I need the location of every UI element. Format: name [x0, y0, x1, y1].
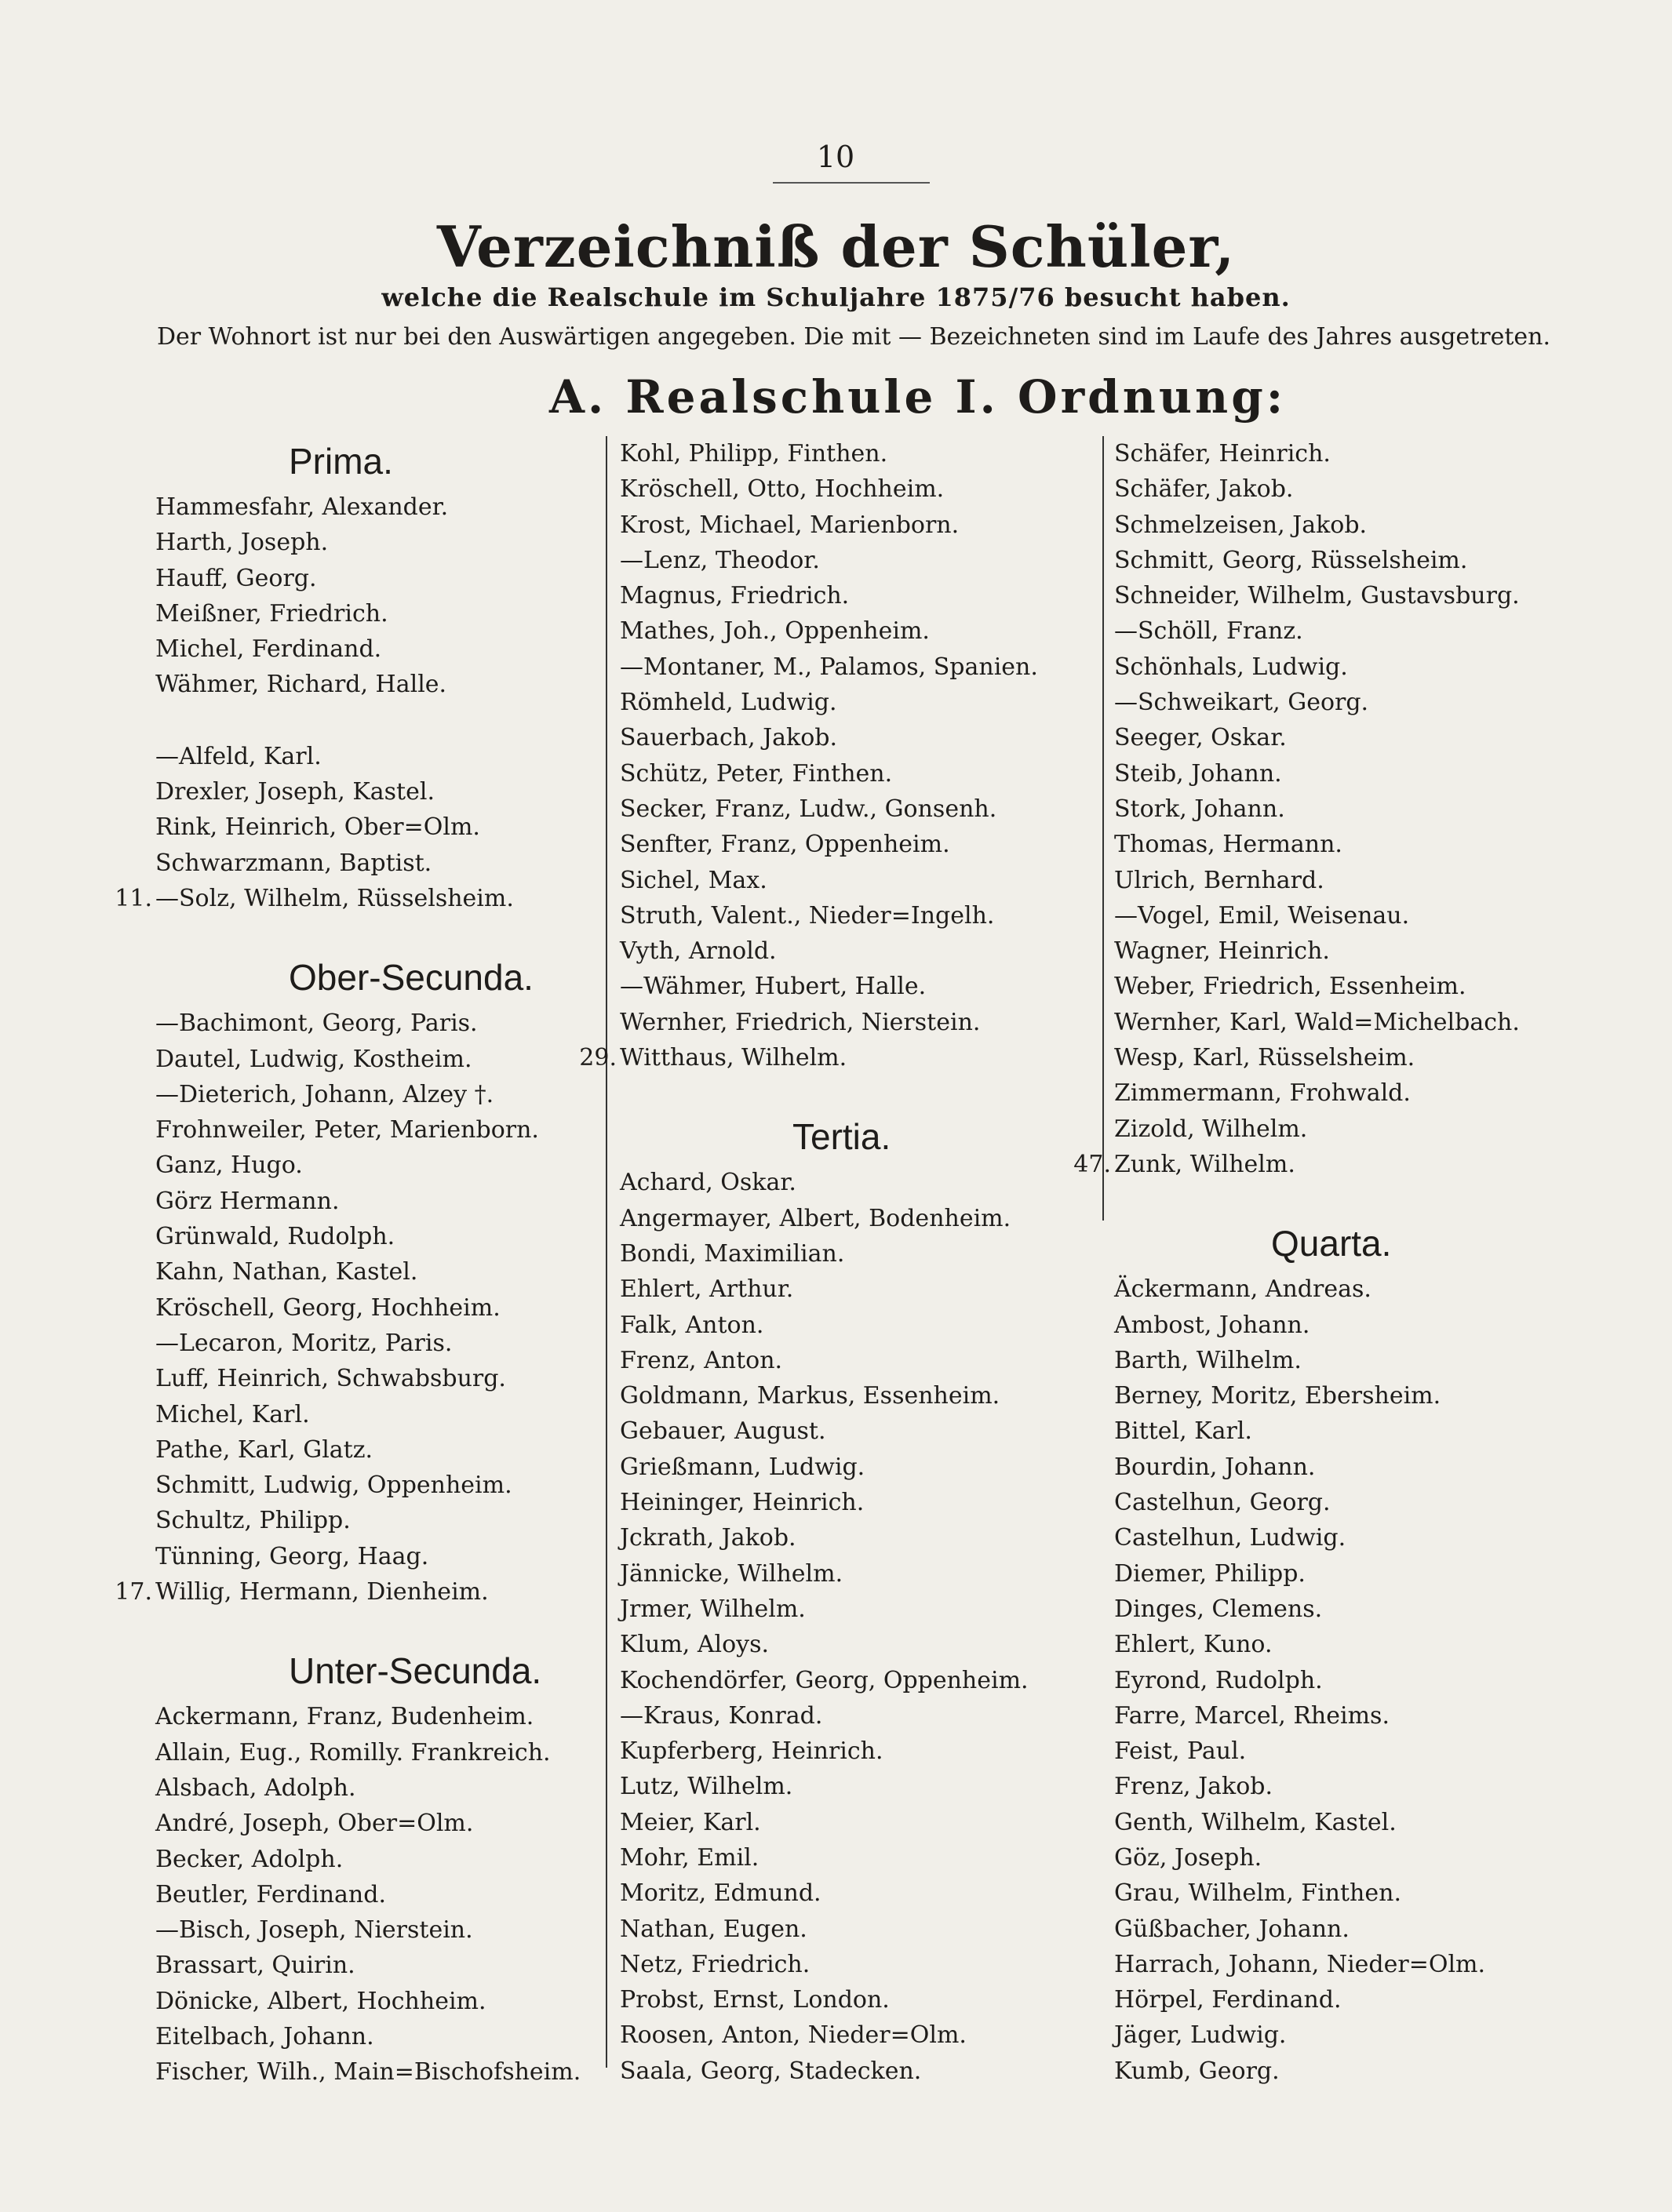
student-entry — [1114, 471, 1663, 507]
column-rule-2 — [1102, 436, 1104, 1221]
student-entry — [620, 1627, 1098, 1662]
student-name: Pathe, Karl, Glatz. — [155, 1435, 373, 1464]
student-name: Eyrond, Rudolph. — [1114, 1666, 1323, 1694]
student-name: Dinges, Clemens. — [1114, 1595, 1323, 1623]
student-name: Steib, Johann. — [1114, 759, 1282, 788]
student-name: Castelhun, Ludwig. — [1114, 1524, 1346, 1552]
student-name: Wesp, Karl, Rüsselsheim. — [1114, 1044, 1415, 1072]
student-entry — [1114, 1769, 1663, 1804]
student-name: Schäfer, Heinrich. — [1114, 440, 1331, 468]
student-name: Schultz, Philipp. — [155, 1507, 351, 1535]
student-name: Farre, Marcel, Rheims. — [1114, 1701, 1390, 1730]
note-line: Der Wohnort ist nur bei den Auswärtigen angegeben. Die mit — Bezeichneten sind im Laufe des Jahres ausgetreten. — [156, 323, 1551, 351]
student-name: Michel, Ferdinand. — [155, 635, 382, 664]
column-3 — [1073, 436, 1663, 2089]
student-entry — [1114, 1592, 1663, 1627]
student-entry — [620, 1698, 1098, 1734]
student-entry — [1114, 1556, 1663, 1592]
class-count: 47. — [1073, 1150, 1111, 1178]
student-entry — [155, 2054, 595, 2090]
student-name: Luff, Heinrich, Schwabsburg. — [155, 1365, 506, 1393]
student-name: —Vogel, Emil, Weisenau. — [1114, 901, 1410, 930]
student-entry — [155, 774, 595, 809]
student-entry — [1114, 1450, 1663, 1485]
student-name: Schmelzeisen, Jakob. — [1114, 511, 1368, 539]
student-entry — [1114, 1520, 1663, 1555]
student-name: Jäger, Ludwig. — [1114, 2021, 1287, 2050]
page-number: 10 — [816, 140, 855, 174]
student-name: Meier, Karl. — [620, 1808, 761, 1836]
student-name: Mathes, Joh., Oppenheim. — [620, 617, 930, 646]
student-entry — [620, 969, 1098, 1004]
student-name: Ulrich, Bernhard. — [1114, 866, 1324, 894]
student-name: Hörpel, Ferdinand. — [1114, 1986, 1342, 2014]
student-name: Nathan, Eugen. — [620, 1915, 807, 1943]
student-entry — [620, 1769, 1098, 1804]
student-name: Schmitt, Ludwig, Oppenheim. — [155, 1472, 512, 1500]
student-entry — [1114, 1947, 1663, 1982]
student-name: Kohl, Philipp, Finthen. — [620, 440, 888, 468]
student-entry — [620, 1912, 1098, 1947]
student-entry — [155, 631, 595, 667]
student-entry — [620, 1308, 1098, 1343]
student-entry — [1114, 863, 1663, 898]
student-entry — [620, 2054, 1098, 2089]
student-entry — [1114, 508, 1663, 543]
student-entry — [155, 1699, 595, 1734]
student-name: Barth, Wilhelm. — [1114, 1346, 1302, 1374]
student-entry — [155, 1361, 595, 1396]
student-entry — [620, 1592, 1098, 1627]
student-name: Weber, Friedrich, Essenheim. — [1114, 973, 1466, 1001]
student-name: Kröschell, Otto, Hochheim. — [620, 475, 945, 504]
student-entry — [1114, 1485, 1663, 1520]
student-entry — [1114, 1875, 1663, 1911]
class-heading: Quarta. — [1271, 1223, 1392, 1264]
student-entry — [1114, 827, 1663, 862]
student-name: Ehlert, Kuno. — [1114, 1631, 1273, 1659]
student-entry — [155, 1077, 595, 1112]
student-entry — [620, 1272, 1098, 1307]
student-entry — [155, 1397, 595, 1432]
student-name: Schmitt, Georg, Rüsselsheim. — [1114, 546, 1468, 574]
student-name: —Wähmer, Hubert, Halle. — [620, 973, 927, 1001]
student-name: Güßbacher, Johann. — [1114, 1915, 1350, 1943]
student-name: —Bisch, Joseph, Nierstein. — [155, 1916, 473, 1945]
student-name: Secker, Franz, Ludw., Gonsenh. — [620, 795, 997, 823]
student-entry — [155, 1432, 595, 1468]
section-gap — [155, 1610, 595, 1646]
student-entry — [620, 508, 1098, 543]
student-name: Eitelbach, Johann. — [155, 2022, 374, 2050]
student-name: Witthaus, Wilhelm. — [620, 1044, 847, 1072]
student-name: Jrmer, Wilhelm. — [620, 1595, 806, 1623]
student-entry — [620, 613, 1098, 649]
student-name: Zizold, Wilhelm. — [1114, 1115, 1308, 1143]
student-entry — [620, 1982, 1098, 2017]
student-name: Alsbach, Adolph. — [155, 1774, 356, 1802]
student-entry — [1114, 1075, 1663, 1111]
student-entry — [1114, 1111, 1663, 1147]
student-name: Hammesfahr, Alexander. — [155, 493, 449, 521]
student-entry — [620, 685, 1098, 720]
student-entry — [1114, 756, 1663, 791]
student-entry — [155, 525, 595, 560]
student-name: Feist, Paul. — [1114, 1737, 1247, 1766]
column-2 — [579, 436, 1098, 2089]
student-entry — [620, 1663, 1098, 1698]
student-entry — [620, 1485, 1098, 1520]
student-entry — [1114, 898, 1663, 933]
student-entry — [620, 1450, 1098, 1485]
student-name: Bondi, Maximilian. — [620, 1239, 845, 1268]
student-entry — [1114, 685, 1663, 720]
student-name: —Solz, Wilhelm, Rüsselsheim. — [155, 884, 514, 912]
class-count: 11. — [115, 884, 152, 912]
student-entry — [1073, 1147, 1663, 1182]
student-entry — [1114, 2017, 1663, 2053]
student-entry — [620, 543, 1098, 578]
student-name: Frenz, Jakob. — [1114, 1773, 1273, 1801]
student-entry — [155, 1877, 595, 1912]
section-title: A. Realschule I. Ordnung: — [549, 370, 1287, 424]
student-name: Kröschell, Georg, Hochheim. — [155, 1293, 501, 1322]
student-entry — [155, 1468, 595, 1503]
student-name: —Schöll, Franz. — [1114, 617, 1303, 646]
student-name: Struth, Valent., Nieder=Ingelh. — [620, 901, 995, 930]
student-entry — [1114, 720, 1663, 755]
student-entry — [155, 1984, 595, 2019]
student-name: Schneider, Wilhelm, Gustavsburg. — [1114, 582, 1520, 610]
student-name: Fischer, Wilh., Main=Bischofsheim. — [155, 2058, 581, 2086]
student-entry — [155, 809, 595, 845]
student-entry — [620, 436, 1098, 471]
student-name: Krost, Michael, Marienborn. — [620, 511, 960, 539]
student-name: Zunk, Wilhelm. — [1114, 1150, 1295, 1178]
student-entry — [1114, 1734, 1663, 1769]
student-entry — [1114, 1982, 1663, 2017]
class-heading: Unter-Secunda. — [289, 1650, 542, 1692]
student-name: Senfter, Franz, Oppenheim. — [620, 831, 950, 859]
student-entry — [1114, 649, 1663, 685]
student-name: Wernher, Friedrich, Nierstein. — [620, 1008, 981, 1036]
student-name: Probst, Ernst, London. — [620, 1986, 890, 2014]
student-name: Roosen, Anton, Nieder=Olm. — [620, 2021, 967, 2050]
student-name: Gebauer, August. — [620, 1417, 826, 1446]
column-1 — [115, 436, 595, 2090]
student-name: Ackermann, Franz, Budenheim. — [155, 1703, 534, 1731]
student-name: —Lecaron, Moritz, Paris. — [155, 1329, 453, 1357]
student-entry — [620, 2017, 1098, 2053]
student-entry — [620, 471, 1098, 507]
student-entry — [620, 1378, 1098, 1413]
student-name: Mohr, Emil. — [620, 1843, 760, 1872]
student-name: Thomas, Hermann. — [1114, 831, 1342, 859]
student-name: Meißner, Friedrich. — [155, 599, 388, 628]
student-entry — [155, 1112, 595, 1148]
student-entry — [155, 1842, 595, 1877]
student-name: —Schweikart, Georg. — [1114, 689, 1369, 717]
student-name: Wernher, Karl, Wald=Michelbach. — [1114, 1008, 1520, 1036]
student-name: Römheld, Ludwig. — [620, 689, 837, 717]
student-name: Becker, Adolph. — [155, 1845, 344, 1873]
student-entry — [1114, 1272, 1663, 1307]
student-name: —Lenz, Theodor. — [620, 546, 820, 574]
student-name: Tünning, Georg, Haag. — [155, 1542, 429, 1570]
student-name: —Dieterich, Johann, Alzey †. — [155, 1080, 494, 1108]
student-name: —Kraus, Konrad. — [620, 1701, 823, 1730]
student-entry — [1114, 1840, 1663, 1875]
student-name: Beutler, Ferdinand. — [155, 1880, 386, 1908]
student-name: Görz Hermann. — [155, 1187, 340, 1215]
section-gap — [620, 1075, 1098, 1111]
student-name: Heininger, Heinrich. — [620, 1489, 865, 1517]
student-entry — [1114, 543, 1663, 578]
student-entry — [1114, 1005, 1663, 1040]
student-name: Achard, Oskar. — [620, 1169, 796, 1197]
student-name: Zimmermann, Frohwald. — [1114, 1079, 1411, 1108]
student-entry — [620, 1947, 1098, 1982]
student-name: Lutz, Wilhelm. — [620, 1773, 793, 1801]
student-entry — [620, 649, 1098, 685]
student-entry — [155, 1219, 595, 1254]
student-name: Harrach, Johann, Nieder=Olm. — [1114, 1950, 1486, 1978]
student-name: —Alfeld, Karl. — [155, 742, 322, 770]
student-entry — [1114, 1308, 1663, 1343]
student-entry — [579, 1040, 1098, 1075]
student-entry — [1114, 1663, 1663, 1698]
student-entry — [620, 1201, 1098, 1236]
student-entry — [155, 1503, 595, 1538]
student-entry — [1114, 2054, 1663, 2089]
student-entry — [620, 1805, 1098, 1840]
student-entry — [155, 561, 595, 596]
student-name: Bourdin, Johann. — [1114, 1453, 1316, 1481]
page-title: Verzeichniß der Schüler, — [436, 213, 1236, 280]
student-entry — [1114, 1413, 1663, 1449]
student-name: Schütz, Peter, Finthen. — [620, 759, 893, 788]
student-entry — [1114, 1912, 1663, 1947]
student-name: Göz, Joseph. — [1114, 1843, 1262, 1872]
student-entry — [1114, 436, 1663, 471]
student-entry — [620, 1520, 1098, 1555]
student-name: Hauff, Georg. — [155, 564, 317, 592]
student-entry — [155, 1770, 595, 1806]
student-name: Goldmann, Markus, Essenheim. — [620, 1382, 1000, 1410]
student-name: Diemer, Philipp. — [1114, 1559, 1306, 1588]
student-name: Wähmer, Richard, Halle. — [155, 671, 447, 699]
class-count: 17. — [115, 1578, 152, 1606]
student-entry — [620, 1236, 1098, 1272]
student-entry — [155, 1912, 595, 1948]
student-entry — [620, 863, 1098, 898]
student-name: Jckrath, Jakob. — [620, 1524, 796, 1552]
student-name: Stork, Johann. — [1114, 795, 1285, 823]
student-entry — [620, 827, 1098, 862]
student-name: Brassart, Quirin. — [155, 1952, 355, 1980]
student-name: Grau, Wilhelm, Finthen. — [1114, 1879, 1401, 1908]
student-entry — [620, 898, 1098, 933]
student-entry — [1114, 1627, 1663, 1662]
student-name: —Bachimont, Georg, Paris. — [155, 1010, 478, 1038]
student-name: Jännicke, Wilhelm. — [620, 1559, 843, 1588]
student-entry — [620, 1005, 1098, 1040]
student-name: Grünwald, Rudolph. — [155, 1223, 395, 1251]
student-name: Schönhals, Ludwig. — [1114, 653, 1348, 681]
class-heading: Prima. — [289, 441, 393, 482]
student-entry — [115, 881, 595, 916]
student-name: Moritz, Edmund. — [620, 1879, 821, 1908]
student-entry — [115, 1574, 595, 1610]
student-name: Ganz, Hugo. — [155, 1151, 303, 1180]
student-name: Falk, Anton. — [620, 1311, 764, 1339]
student-name: Seeger, Oskar. — [1114, 724, 1287, 752]
student-entry — [155, 1042, 595, 1077]
student-entry — [620, 720, 1098, 755]
student-name: Kupferberg, Heinrich. — [620, 1737, 883, 1766]
student-name: Willig, Hermann, Dienheim. — [155, 1578, 489, 1606]
student-entry — [1114, 1040, 1663, 1075]
class-heading: Tertia. — [792, 1116, 891, 1158]
student-name: Vyth, Arnold. — [620, 937, 777, 966]
student-name: Sauerbach, Jakob. — [620, 724, 838, 752]
student-name: Bittel, Karl. — [1114, 1417, 1252, 1446]
student-entry — [155, 846, 595, 881]
section-gap — [1114, 1182, 1663, 1218]
student-entry — [155, 739, 595, 774]
column-rule-1 — [606, 436, 607, 2068]
student-name: Angermayer, Albert, Bodenheim. — [620, 1204, 1011, 1232]
student-entry — [155, 1148, 595, 1183]
student-entry — [1114, 1378, 1663, 1413]
student-name: André, Joseph, Ober=Olm. — [155, 1810, 474, 1838]
student-name: Ambost, Johann. — [1114, 1311, 1310, 1339]
student-name: Rink, Heinrich, Ober=Olm. — [155, 813, 480, 842]
student-name: Kahn, Nathan, Kastel. — [155, 1258, 418, 1286]
student-entry — [1114, 969, 1663, 1004]
student-name: Magnus, Friedrich. — [620, 582, 850, 610]
student-entry — [620, 1734, 1098, 1769]
student-name: Genth, Wilhelm, Kastel. — [1114, 1808, 1397, 1836]
student-entry — [155, 489, 595, 525]
student-entry — [155, 596, 595, 631]
student-entry — [155, 1184, 595, 1219]
page-number-rule — [773, 182, 930, 184]
student-name: Saala, Georg, Stadecken. — [620, 2057, 922, 2085]
student-name: Wagner, Heinrich. — [1114, 937, 1330, 966]
student-entry — [155, 1735, 595, 1770]
group-gap — [155, 703, 595, 739]
student-name: —Montaner, M., Palamos, Spanien. — [620, 653, 1038, 681]
student-name: Kochendörfer, Georg, Oppenheim. — [620, 1666, 1029, 1694]
student-entry — [155, 2019, 595, 2054]
student-entry — [620, 578, 1098, 613]
student-name: Ehlert, Arthur. — [620, 1275, 794, 1304]
class-heading: Ober-Secunda. — [289, 957, 534, 999]
student-entry — [620, 1875, 1098, 1911]
student-name: Allain, Eug., Romilly. Frankreich. — [155, 1738, 551, 1766]
student-name: Schäfer, Jakob. — [1114, 475, 1294, 504]
student-name: Klum, Aloys. — [620, 1631, 770, 1659]
student-entry — [620, 1840, 1098, 1875]
student-entry — [620, 1165, 1098, 1200]
class-count: 29. — [579, 1044, 617, 1072]
student-entry — [620, 1556, 1098, 1592]
student-name: Grießmann, Ludwig. — [620, 1453, 865, 1481]
student-entry — [155, 1539, 595, 1574]
student-name: Michel, Karl. — [155, 1400, 310, 1428]
student-entry — [1114, 613, 1663, 649]
student-entry — [620, 756, 1098, 791]
student-name: Netz, Friedrich. — [620, 1950, 811, 1978]
student-entry — [1114, 1698, 1663, 1734]
student-entry — [620, 933, 1098, 969]
student-entry — [620, 791, 1098, 827]
student-entry — [620, 1413, 1098, 1449]
student-name: Berney, Moritz, Ebersheim. — [1114, 1382, 1441, 1410]
student-entry — [1114, 791, 1663, 827]
student-name: Dautel, Ludwig, Kostheim. — [155, 1045, 472, 1073]
student-name: Castelhun, Georg. — [1114, 1489, 1331, 1517]
student-entry — [1114, 1805, 1663, 1840]
student-entry — [155, 1254, 595, 1290]
student-entry — [155, 1806, 595, 1841]
student-name: Sichel, Max. — [620, 866, 767, 894]
student-name: Frohnweiler, Peter, Marienborn. — [155, 1116, 539, 1144]
student-entry — [155, 1006, 595, 1041]
page-subtitle: welche die Realschule im Schuljahre 1875/76 besucht haben. — [381, 282, 1291, 312]
student-name: Frenz, Anton. — [620, 1346, 783, 1374]
student-entry — [1114, 1343, 1663, 1378]
student-entry — [620, 1343, 1098, 1378]
student-name: Dönicke, Albert, Hochheim. — [155, 1987, 486, 2015]
student-entry — [155, 1290, 595, 1326]
student-name: Äckermann, Andreas. — [1114, 1275, 1371, 1304]
student-name: Drexler, Joseph, Kastel. — [155, 778, 435, 806]
section-gap — [155, 916, 595, 952]
student-entry — [155, 667, 595, 702]
student-name: Harth, Joseph. — [155, 529, 329, 557]
student-entry — [155, 1326, 595, 1361]
student-entry — [155, 1948, 595, 1983]
student-name: Kumb, Georg. — [1114, 2057, 1280, 2085]
student-name: Schwarzmann, Baptist. — [155, 849, 432, 877]
student-entry — [1114, 578, 1663, 613]
student-entry — [1114, 933, 1663, 969]
